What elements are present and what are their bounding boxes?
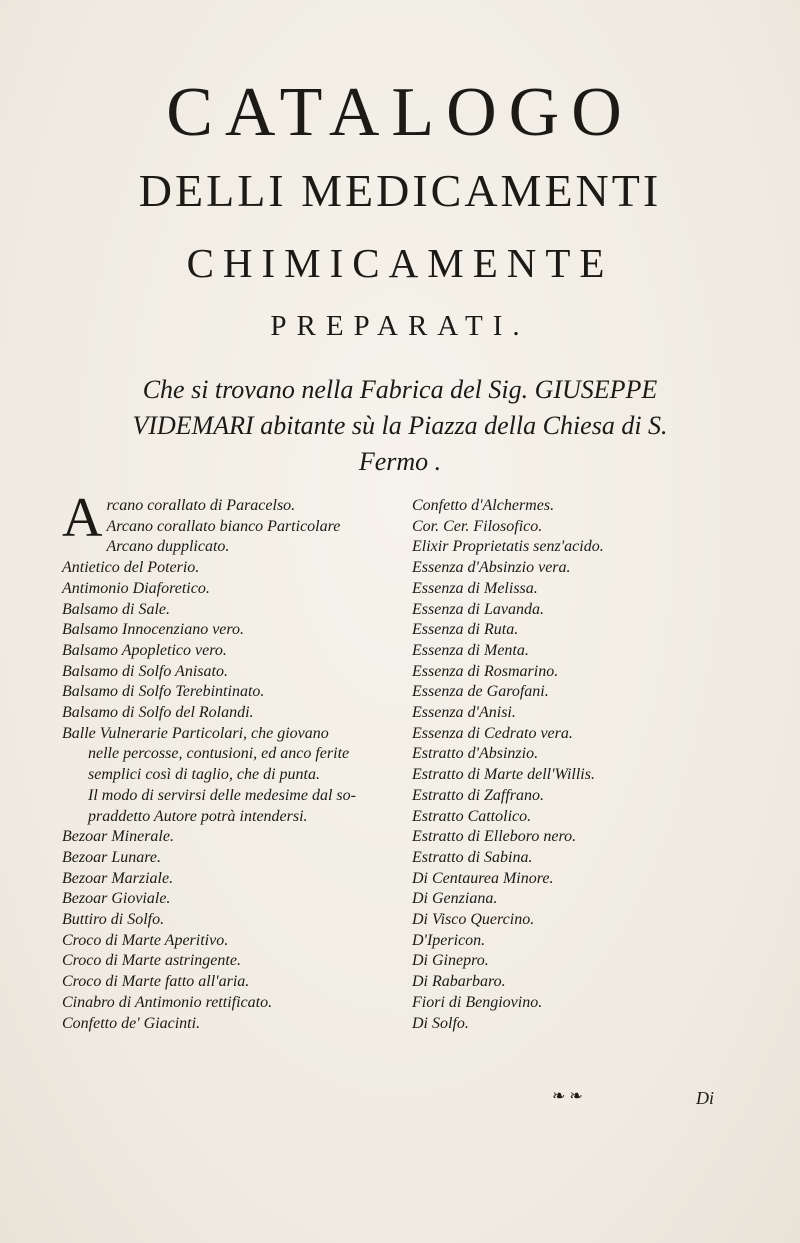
title-preparati: PREPARATI.	[270, 310, 530, 342]
list-item: Essenza di Rosmarino.	[412, 662, 559, 680]
list-item: Essenza di Cedrato vera.	[412, 724, 573, 742]
list-item: Arcano dupplicato.	[106, 538, 230, 556]
list-item: Balsamo Apopletico vero.	[62, 641, 227, 659]
list-item: Essenza de Garofani.	[412, 683, 549, 701]
list-item: Di Rabarbaro.	[412, 973, 506, 991]
list-item: Arcano corallato bianco Particolare	[106, 517, 341, 535]
list-item: Estratto Cattolico.	[412, 807, 532, 825]
title-chimicamente: CHIMICAMENTE	[186, 240, 614, 286]
list-item: Essenza di Menta.	[412, 641, 529, 659]
right-column	[412, 496, 752, 1034]
list-item: Confetto d'Alchermes.	[412, 497, 555, 514]
list-item: Di Genziana.	[412, 890, 498, 908]
list-item: Arcano corallato di Paracelso.	[62, 487, 296, 549]
list-item: Balsamo di Sale.	[62, 600, 170, 618]
list-item: Bezoar Gioviale.	[62, 890, 171, 908]
list-item: Estratto di Marte dell'Willis.	[412, 766, 595, 784]
list-item: Cor. Cer. Filosofico.	[412, 517, 543, 535]
subtitle: Che si trovano nella Fabrica del Sig. GIUSEPPE VIDEMARI abitante sù la Piazza della Chiesa di S. Fermo .	[132, 375, 668, 476]
list-item: D'Ipericon.	[412, 931, 486, 949]
list-item: Antimonio Diaforetico.	[62, 579, 210, 597]
list-item: Di Ginepro.	[412, 952, 489, 970]
list-item: nelle percosse, contusioni, ed anco ferite	[88, 745, 350, 763]
list-item: Antietico del Poterio.	[62, 559, 200, 577]
list-item: Croco di Marte fatto all'aria.	[62, 973, 250, 991]
list-item: Estratto di Sabina.	[412, 848, 533, 866]
list-item: Essenza d'Absinzio vera.	[412, 559, 571, 577]
list-item: Bezoar Minerale.	[62, 828, 174, 846]
list-item: Di Solfo.	[412, 1014, 469, 1032]
list-item: Essenza d'Anisi.	[412, 704, 516, 722]
list-item: Essenza di Lavanda.	[412, 600, 544, 618]
list-item: Elixir Proprietatis senz'acido.	[412, 538, 604, 556]
list-item: Balsamo di Solfo Terebintinato.	[62, 683, 265, 701]
title-catalogo: CATALOGO	[166, 74, 634, 151]
list-item: Bezoar Lunare.	[62, 848, 161, 866]
list-item: praddetto Autore potrà intendersi.	[88, 807, 308, 825]
list-item: Essenza di Melissa.	[412, 579, 538, 597]
list-item: Buttiro di Solfo.	[62, 911, 165, 929]
list-item: Balle Vulnerarie Particolari, che giovano	[62, 724, 329, 742]
list-item: semplici così di taglio, che di punta.	[88, 766, 320, 784]
left-column	[62, 487, 402, 1034]
list-item: Estratto d'Absinzio.	[412, 745, 539, 763]
list-item: Estratto di Zaffrano.	[412, 786, 545, 804]
list-item: Di Centaurea Minore.	[412, 869, 554, 887]
list-item: Balsamo di Solfo Anisato.	[62, 662, 228, 680]
list-item: Balsamo di Solfo del Rolandi.	[62, 704, 254, 722]
list-item: Fiori di Bengiovino.	[412, 993, 543, 1011]
list-item: Il modo di servirsi delle medesime dal so-	[88, 786, 356, 804]
drop-cap: A	[62, 487, 103, 549]
list-item: Balsamo Innocenziano vero.	[62, 621, 245, 639]
catchword: Di	[696, 1088, 714, 1108]
ornament-icon: ❧ ❧	[552, 1088, 583, 1105]
list-item: Confetto de' Giacinti.	[62, 1014, 201, 1032]
title-medicamenti: DELLI MEDICAMENTI	[138, 165, 662, 216]
list-item: Estratto di Elleboro nero.	[412, 828, 577, 846]
list-item: Bezoar Marziale.	[62, 869, 174, 887]
list-item: Cinabro di Antimonio rettificato.	[62, 993, 273, 1011]
list-item: Croco di Marte Aperitivo.	[62, 931, 229, 949]
list-item: Di Visco Quercino.	[412, 911, 535, 929]
list-item: Croco di Marte astringente.	[62, 952, 241, 970]
list-item: Essenza di Ruta.	[412, 621, 519, 639]
